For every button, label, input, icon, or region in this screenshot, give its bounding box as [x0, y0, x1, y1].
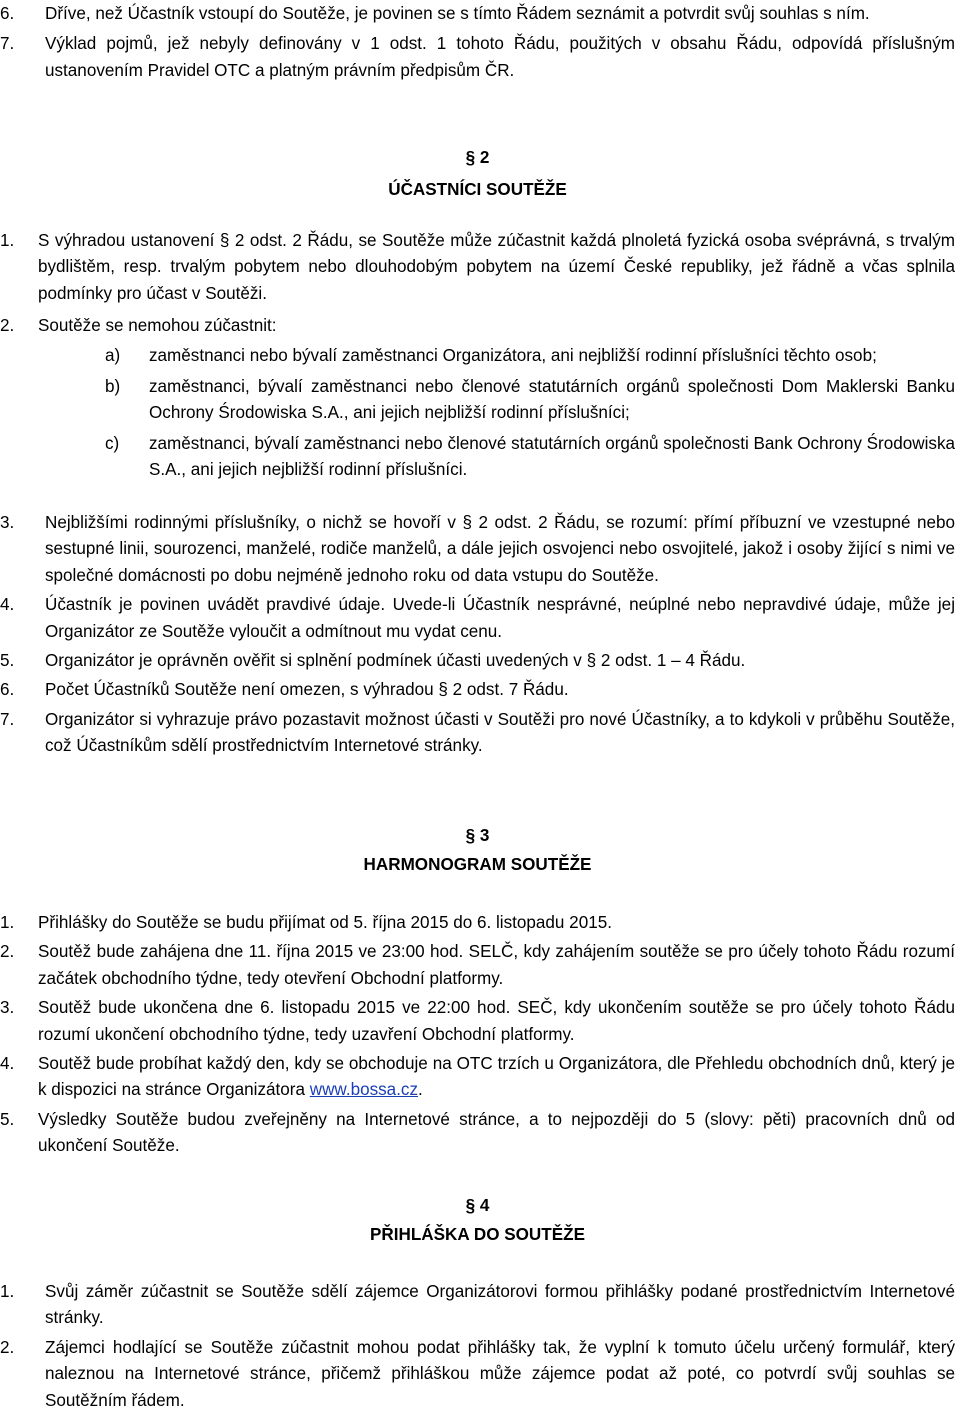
item-text — [38, 1051, 955, 1104]
section-4-list — [0, 1279, 955, 1414]
list-item — [0, 707, 955, 760]
list-item — [0, 648, 955, 674]
item-number: 7. — [0, 709, 15, 729]
list-item — [0, 31, 955, 84]
section-2-item-1 — [0, 228, 955, 307]
section-3-list — [0, 910, 955, 1160]
item-text: Počet Účastníků Soutěže není omezen, s výhradou § 2 odst. 7 Řádu. — [45, 680, 569, 700]
section-number: § 2 — [465, 148, 490, 167]
list-item — [0, 677, 955, 703]
sub-item-label: b) — [105, 376, 121, 396]
sub-item-text: zaměstnanci, bývalí zaměstnanci nebo členové statutárních orgánů společnosti Dom Maklerski Banku Ochrony Środowiska S.A., ani jejich nejbližší rodinní příslušníci; — [149, 376, 955, 423]
item-text: Soutěž bude ukončena dne 6. listopadu 2015 ve 22:00 hod. SEČ, kdy ukončením soutěže se pro účely tohoto Řádu rozumí ukončení obchodního týdne, tedy uzavření Obchodní platformy. — [38, 998, 955, 1044]
item-number: 6. — [0, 680, 15, 700]
list-item — [0, 910, 955, 936]
item-number: 4. — [0, 1054, 15, 1074]
item-number: 3. — [0, 998, 15, 1018]
item-number: 3. — [0, 513, 15, 532]
list-item — [0, 228, 955, 307]
item-number: 6. — [0, 4, 15, 23]
list-item — [0, 939, 955, 992]
intro-list — [0, 1, 955, 84]
item-number: 1. — [0, 913, 15, 932]
list-item — [0, 1051, 955, 1104]
item-text: Výsledky Soutěže budou zveřejněny na Internetové stránce, a to nejpozději do 5 (slovy: pěti) pracovních dnů od ukončení Soutěže. — [38, 1109, 955, 1156]
item-number: 1. — [0, 1282, 15, 1301]
sub-list-item — [0, 343, 955, 369]
item-number: 2. — [0, 942, 15, 962]
list-item — [0, 1279, 955, 1332]
item-number: 7. — [0, 34, 15, 54]
item-text: Soutěže se nemohou zúčastnit: — [38, 316, 277, 335]
sub-list-item — [0, 374, 955, 427]
item-text: Nejbližšími rodinnými příslušníky, o nichž se hovoří v § 2 odst. 2 Řádu, se rozumí: přímí příbuzní ve vzestupné nebo sestupné linii, sourozenci, manželé, rodiče manželů, a dále jejich osvojenci nebo osvojitelé, jakož i osoby žijící s nimi ve společné domácnosti po dobu nejméně jednoho roku od data vstupu do Soutěže. — [45, 513, 955, 585]
sub-item-label: a) — [105, 346, 121, 366]
section-2-heading — [0, 145, 955, 204]
item-text: Svůj záměr zúčastnit se Soutěže sdělí zájemce Organizátorovi formou přihlášky podané prostřednictvím Internetové stránky. — [45, 1282, 955, 1328]
item-text: Organizátor si vyhrazuje právo pozastavit možnost účasti v Soutěži pro nové Účastníky, a to kdykoli v průběhu Soutěže, což Účastníkům sdělí prostřednictvím Internetové stránky. — [45, 709, 955, 756]
item-text: Výklad pojmů, jež nebyly definovány v 1 odst. 1 tohoto Řádu, použitých v obsahu Řádu, odpovídá příslušným ustanovením Pravidel OTC a platným právním předpisům ČR. — [45, 34, 955, 80]
section-number: § 4 — [465, 1196, 490, 1215]
item-text: Zájemci hodlající se Soutěže zúčastnit mohou podat přihlášky tak, že vyplní k tomuto účelu určený formulář, který naleznou na Internetové stránce, přičemž přihláškou může zájemce podat až poté, co potvrdí svůj souhlas se Soutěžním řádem. — [45, 1337, 955, 1410]
item-number: 2. — [0, 1337, 15, 1357]
section-3-heading — [0, 823, 955, 879]
list-item — [0, 510, 955, 589]
item-text: S výhradou ustanovení § 2 odst. 2 Řádu, se Soutěže může zúčastnit každá plnoletá fyzická osoba svéprávná, s trvalým bydlištěm, resp. trvalým pobytem nebo dlouhodobým pobytem na území České republiky, jež řádně a včas splnila podmínky pro účast v Soutěži. — [38, 231, 955, 303]
item-number: 1. — [0, 231, 15, 250]
list-item — [0, 313, 955, 339]
item-text: Dříve, než Účastník vstoupí do Soutěže, je povinen se s tímto Řádem seznámit a potvrdit svůj souhlas s ním. — [45, 4, 870, 23]
item-number: 4. — [0, 595, 15, 615]
sub-list-item — [0, 431, 955, 484]
sub-item-text: zaměstnanci nebo bývalí zaměstnanci Organizátora, ani nejbližší rodinní příslušníci těchto osob; — [149, 346, 877, 366]
sub-item-text: zaměstnanci, bývalí zaměstnanci nebo členové statutárních orgánů společnosti Bank Ochrony Środowiska S.A., ani jejich nejbližší rodinní příslušníci. — [149, 433, 955, 480]
item-number: 5. — [0, 1109, 15, 1129]
item-text-part: Soutěž bude probíhat každý den, kdy se obchoduje na OTC trzích u Organizátora, dle Přehledu obchodních dnů, který je k dispozici na stránce Organizátora — [38, 1054, 955, 1100]
section-2-item-2 — [0, 313, 955, 483]
section-number: § 3 — [465, 826, 490, 845]
list-item — [0, 1107, 955, 1160]
item-number: 5. — [0, 651, 15, 671]
item-number: 2. — [0, 316, 15, 335]
item-text: Soutěž bude zahájena dne 11. října 2015 ve 23:00 hod. SELČ, kdy zahájením soutěže se pro účely tohoto Řádu rozumí začátek obchodního týdne, tedy otevření Obchodní platformy. — [38, 942, 955, 988]
list-item — [0, 995, 955, 1048]
section-4-heading — [0, 1193, 955, 1249]
item-text: Přihlášky do Soutěže se budu přijímat od 5. října 2015 do 6. listopadu 2015. — [38, 913, 612, 932]
sub-item-label: c) — [105, 433, 120, 453]
section-title: ÚČASTNÍCI SOUTĚŽE — [388, 180, 567, 200]
section-title: PŘIHLÁŠKA DO SOUTĚŽE — [370, 1225, 585, 1245]
item-text-part: . — [418, 1080, 423, 1100]
bossa-link[interactable]: www.bossa.cz — [309, 1080, 419, 1100]
item-text: Účastník je povinen uvádět pravdivé údaje. Uvede-li Účastník nesprávné, neúplné nebo nepravdivé údaje, může jej Organizátor ze Soutěže vyloučit a odmítnout mu vydat cenu. — [45, 595, 955, 641]
list-item — [0, 592, 955, 645]
item-text: Organizátor je oprávněn ověřit si splnění podmínek účasti uvedených v § 2 odst. 1 – 4 Řádu. — [45, 651, 746, 671]
section-title: HARMONOGRAM SOUTĚŽE — [363, 855, 592, 875]
section-2-rest-list — [0, 510, 955, 760]
list-item — [0, 1335, 955, 1414]
list-item — [0, 1, 955, 27]
